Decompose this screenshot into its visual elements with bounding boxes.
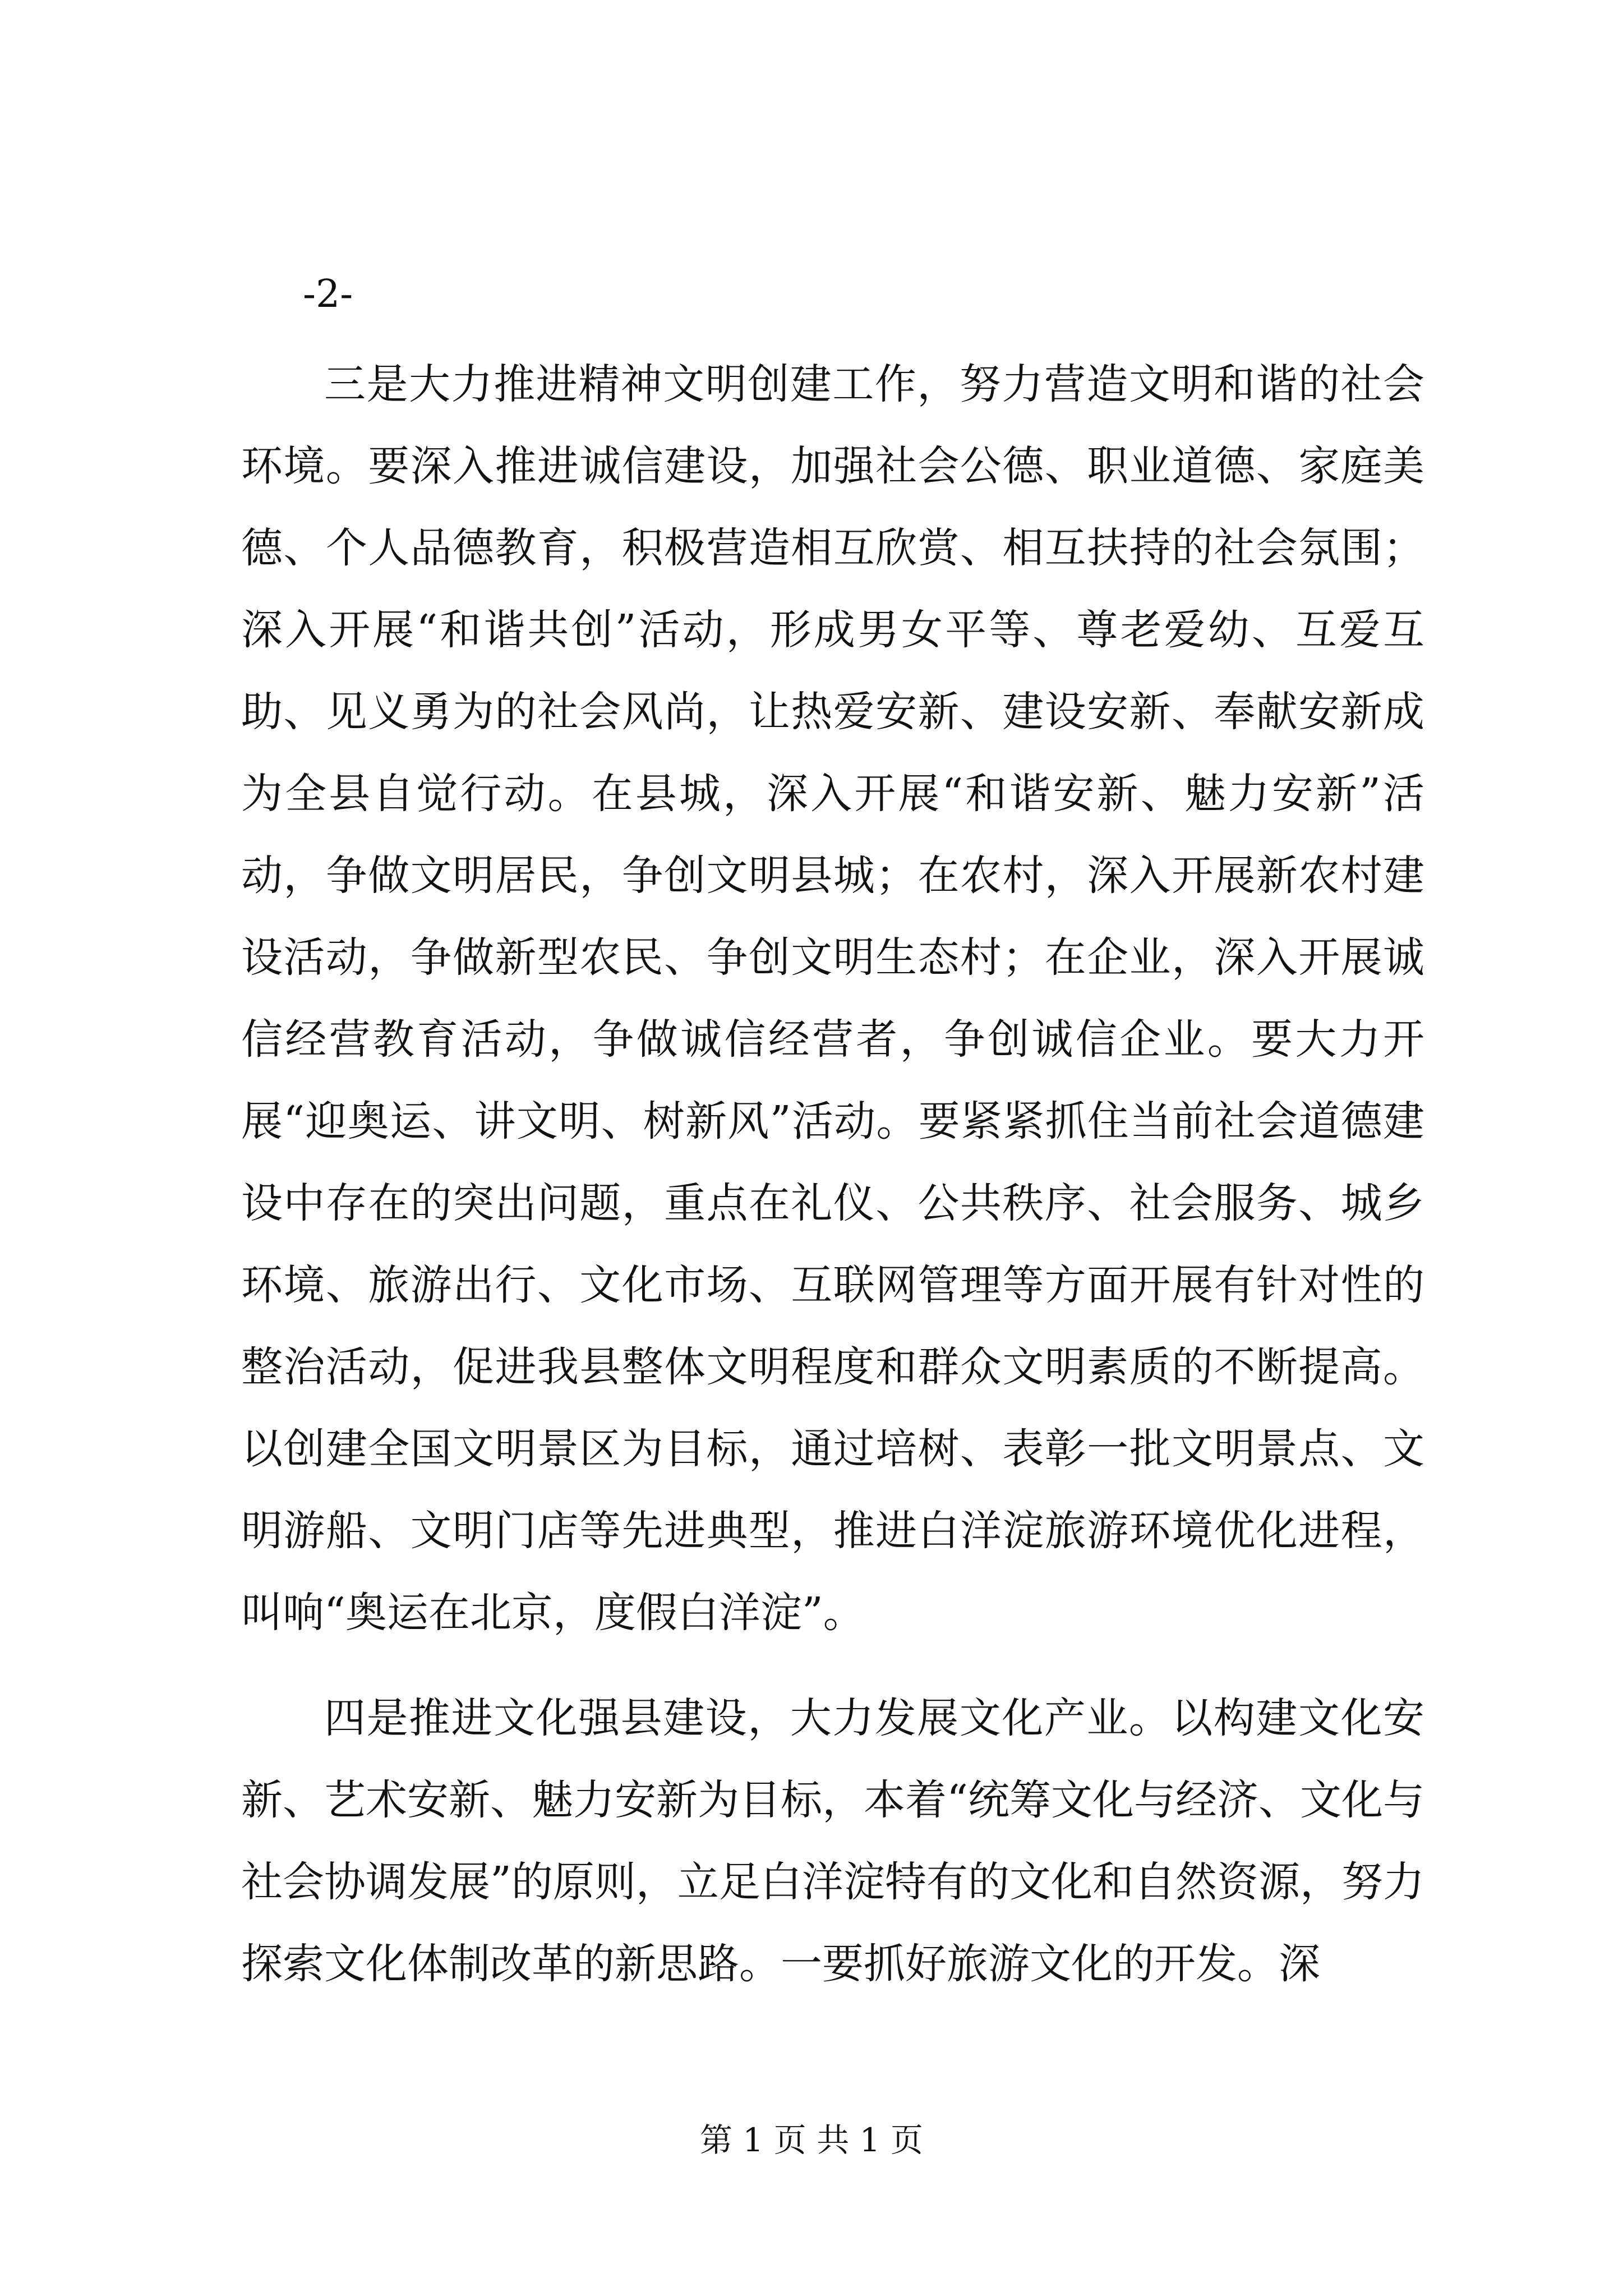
body-paragraph-1: 三是大力推进精神文明创建工作，努力营造文明和谐的社会环境。要深入推进诚信建设，加强社会公德、职业道德、家庭美德、个人品德教育，积极营造相互欣赏、相互扶持的社会氛围；深入开展“和谐共创”活动，形成男女平等、尊老爱幼、互爱互助、见义勇为的社会风尚，让热爱安新、建设安新、奉献安新成为全县自觉行动。在县城，深入开展“和谐安新、魅力安新”活动，争做文明居民，争创文明县城；在农村，深入开展新农村建设活动，争做新型农民、争创文明生态村；在企业，深入开展诚信经营教育活动，争做诚信经营者，争创诚信企业。要大力开展“迎奥运、讲文明、树新风”活动。要紧紧抓住当前社会道德建设中存在的突出问题，重点在礼仪、公共秩序、社会服务、城乡环境、旅游出行、文化市场、互联网管理等方面开展有针对性的整治活动，促进我县整体文明程度和群众文明素质的不断提高。以创建全国文明景区为目标，通过培树、表彰一批文明景点、文明游船、文明门店等先进典型，推进白洋淀旅游环境优化进程，叫响“奥运在北京，度假白洋淀”。 <box>241 360 1424 1637</box>
page-footer: 第 1 页 共 1 页 <box>700 2121 923 2159</box>
page-marker: -2- <box>303 272 353 316</box>
body-paragraph-2: 四是推进文化强县建设，大力发展文化产业。以构建文化安新、艺术安新、魅力安新为目标，本着“统筹文化与经济、文化与社会协调发展”的原则，立足白洋淀特有的文化和自然资源，努力探索文化体制改革的新思路。一要抓好旅游文化的开发。深 <box>241 1694 1424 1988</box>
